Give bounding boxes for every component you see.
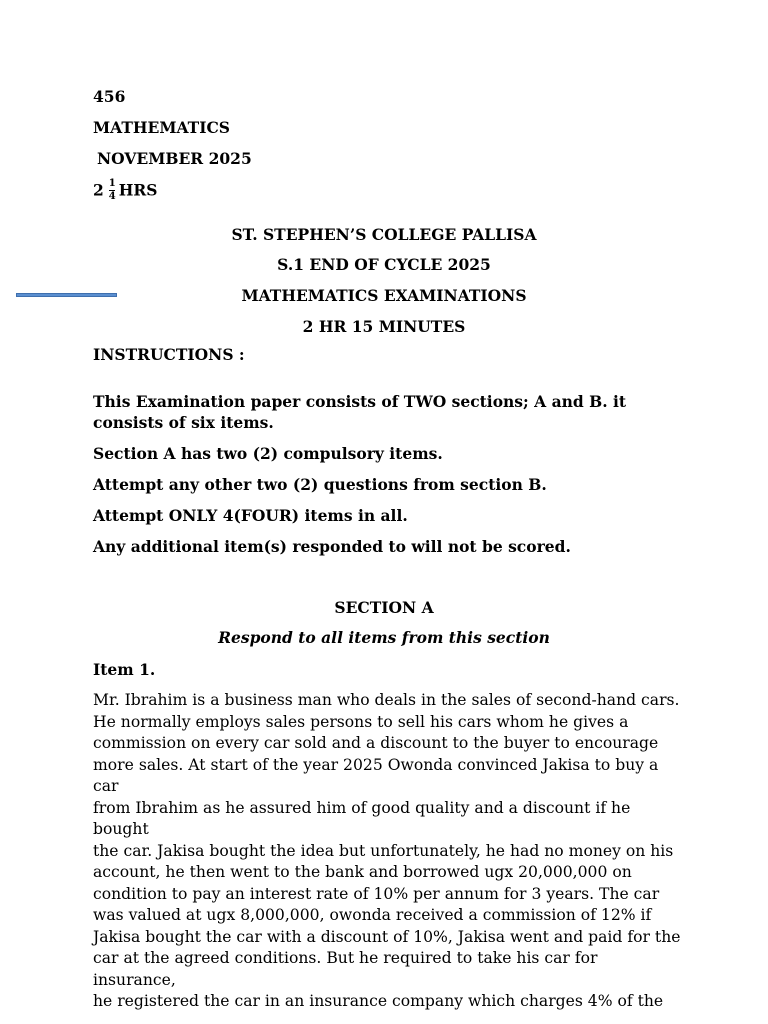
- instruction-item: This Examination paper consists of TWO sections; A and B. it consists of six items.: [93, 392, 627, 432]
- duration-fraction: [109, 179, 116, 202]
- item-text-line: commission on every car sold and a discount to the buyer to encourage: [93, 734, 659, 752]
- exam-date: NOVEMBER 2025: [97, 149, 252, 168]
- item-text-line: Jakisa bought the car with a discount of 10%, Jakisa went and paid for the: [93, 927, 681, 946]
- paper-name: MATHEMATICS EXAMINATIONS: [241, 286, 527, 305]
- item-text-line: more sales. At start of the year 2025 Owonda convinced Jakisa to buy a car: [93, 755, 659, 795]
- item-text: [93, 690, 683, 1013]
- section-heading: SECTION A: [334, 598, 434, 617]
- duration-unit: HRS: [118, 180, 158, 200]
- duration: [93, 180, 158, 203]
- duration-whole: 2: [93, 180, 104, 200]
- instruction-item: Attempt ONLY 4(FOUR) items in all.: [93, 506, 408, 525]
- item-text-line: condition to pay an interest rate of 10% per annum for 3 years. The car: [93, 884, 660, 903]
- item-label: Item 1.: [93, 660, 156, 679]
- instructions-heading: INSTRUCTIONS :: [93, 345, 245, 364]
- instruction-item: Section A has two (2) compulsory items.: [93, 444, 443, 463]
- school-name: ST. STEPHEN’S COLLEGE PALLISA: [231, 225, 537, 244]
- item-text-line: account, he then went to the bank and borrowed ugx 20,000,000 on: [93, 863, 632, 881]
- fraction-numerator: 1: [108, 178, 116, 189]
- subject-title: MATHEMATICS: [93, 118, 230, 137]
- item-text-line: was valued at ugx 8,000,000, owonda received a commission of 12% if: [93, 906, 652, 924]
- item-text-line: car at the agreed conditions. But he required to take his car for insurance,: [93, 949, 598, 989]
- paper-code: 456: [93, 87, 126, 106]
- item-text-line: Mr. Ibrahim is a business man who deals in the sales of second-hand cars.: [93, 691, 680, 709]
- instruction-item: Attempt any other two (2) questions from section B.: [93, 475, 547, 494]
- item-text-line: the car. Jakisa bought the idea but unfortunately, he had no money on his: [93, 841, 674, 860]
- exam-name: S.1 END OF CYCLE 2025: [277, 255, 491, 274]
- section-subheading: Respond to all items from this section: [218, 628, 550, 647]
- fraction-denominator: 4: [108, 191, 116, 202]
- item-text-line: he registered the car in an insurance company which charges 4% of the: [93, 992, 664, 1010]
- item-text-line: He normally employs sales persons to sell his cars whom he gives a: [93, 712, 629, 731]
- item-text-line: from Ibrahim as he assured him of good quality and a discount if he bought: [93, 798, 631, 838]
- instruction-item: Any additional item(s) responded to will not be scored.: [93, 537, 571, 556]
- exam-time: 2 HR 15 MINUTES: [302, 317, 466, 336]
